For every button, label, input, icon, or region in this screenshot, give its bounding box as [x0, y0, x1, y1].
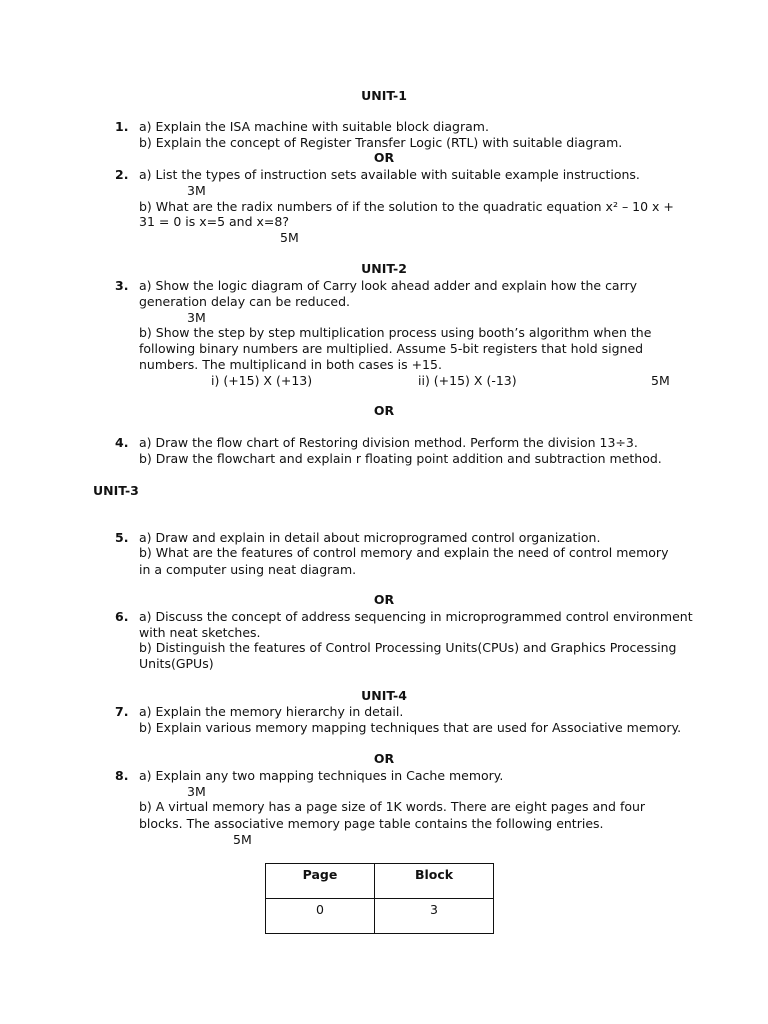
table-header-block: Block	[375, 864, 494, 899]
or-divider: OR	[373, 751, 395, 766]
question-1-number: 1.	[115, 119, 129, 134]
table-row	[266, 899, 494, 934]
question-2b-line1: b) What are the radix numbers of if the solution to the quadratic equation x² – 10 x +	[139, 199, 674, 214]
question-2a-marks: 3M	[187, 183, 206, 198]
question-3b-case-i: i) (+15) X (+13)	[211, 373, 313, 388]
table-cell-block: 3	[375, 899, 494, 934]
question-3b-line3: numbers. The multiplicand in both cases is +15.	[139, 357, 442, 372]
question-3b-line1: b) Show the step by step multiplication process using booth’s algorithm when the	[139, 325, 652, 340]
table-header-page: Page	[266, 864, 375, 899]
unit-3-heading: UNIT-3	[93, 483, 139, 498]
question-6b-line2: Units(GPUs)	[139, 656, 214, 671]
question-5-number: 5.	[115, 530, 129, 545]
question-5a: a) Draw and explain in detail about microprogramed control organization.	[139, 530, 601, 545]
question-7-number: 7.	[115, 704, 129, 719]
question-3a-line1: a) Show the logic diagram of Carry look ahead adder and explain how the carry	[139, 278, 638, 293]
question-5b-line1: b) What are the features of control memory and explain the need of control memory	[139, 545, 669, 560]
question-2a: a) List the types of instruction sets available with suitable example instructions.	[139, 167, 640, 182]
question-3b-marks: 5M	[651, 373, 670, 388]
page-table	[265, 863, 494, 934]
question-3a-line2: generation delay can be reduced.	[139, 294, 350, 309]
question-2b-marks: 5M	[280, 230, 299, 245]
or-divider: OR	[373, 150, 395, 165]
question-3-number: 3.	[115, 278, 129, 293]
question-6-number: 6.	[115, 609, 129, 624]
question-4a: a) Draw the flow chart of Restoring division method. Perform the division 13÷3.	[139, 435, 638, 450]
question-2b-line2: 31 = 0 is x=5 and x=8?	[139, 214, 289, 229]
question-7a: a) Explain the memory hierarchy in detail.	[139, 704, 404, 719]
question-2-number: 2.	[115, 167, 129, 182]
question-8b-line2: blocks. The associative memory page table contains the following entries.	[139, 816, 604, 831]
unit-2-heading: UNIT-2	[361, 261, 407, 276]
question-8b-marks: 5M	[233, 832, 252, 847]
unit-4-heading: UNIT-4	[361, 688, 407, 703]
table-cell-page: 0	[266, 899, 375, 934]
question-3b-case-ii: ii) (+15) X (-13)	[418, 373, 517, 388]
question-1a: a) Explain the ISA machine with suitable block diagram.	[139, 119, 489, 134]
question-6a-line2: with neat sketches.	[139, 625, 261, 640]
question-4-number: 4.	[115, 435, 129, 450]
question-8b-line1: b) A virtual memory has a page size of 1K words. There are eight pages and four	[139, 799, 646, 814]
question-4b: b) Draw the flowchart and explain r floating point addition and subtraction method.	[139, 451, 662, 466]
question-7b: b) Explain various memory mapping techniques that are used for Associative memory.	[139, 720, 682, 735]
question-6b-line1: b) Distinguish the features of Control Processing Units(CPUs) and Graphics Processing	[139, 640, 677, 655]
unit-1-heading: UNIT-1	[361, 88, 407, 103]
or-divider: OR	[373, 592, 395, 607]
question-8-number: 8.	[115, 768, 129, 783]
question-1b: b) Explain the concept of Register Transfer Logic (RTL) with suitable diagram.	[139, 135, 623, 150]
question-3a-marks: 3M	[187, 310, 206, 325]
or-divider: OR	[373, 403, 395, 418]
question-5b-line2: in a computer using neat diagram.	[139, 562, 357, 577]
question-6a-line1: a) Discuss the concept of address sequencing in microprogrammed control environment	[139, 609, 693, 624]
question-3b-line2: following binary numbers are multiplied. Assume 5-bit registers that hold signed	[139, 341, 644, 356]
question-8a: a) Explain any two mapping techniques in Cache memory.	[139, 768, 504, 783]
question-8a-marks: 3M	[187, 784, 206, 799]
table-header-row	[266, 864, 494, 899]
